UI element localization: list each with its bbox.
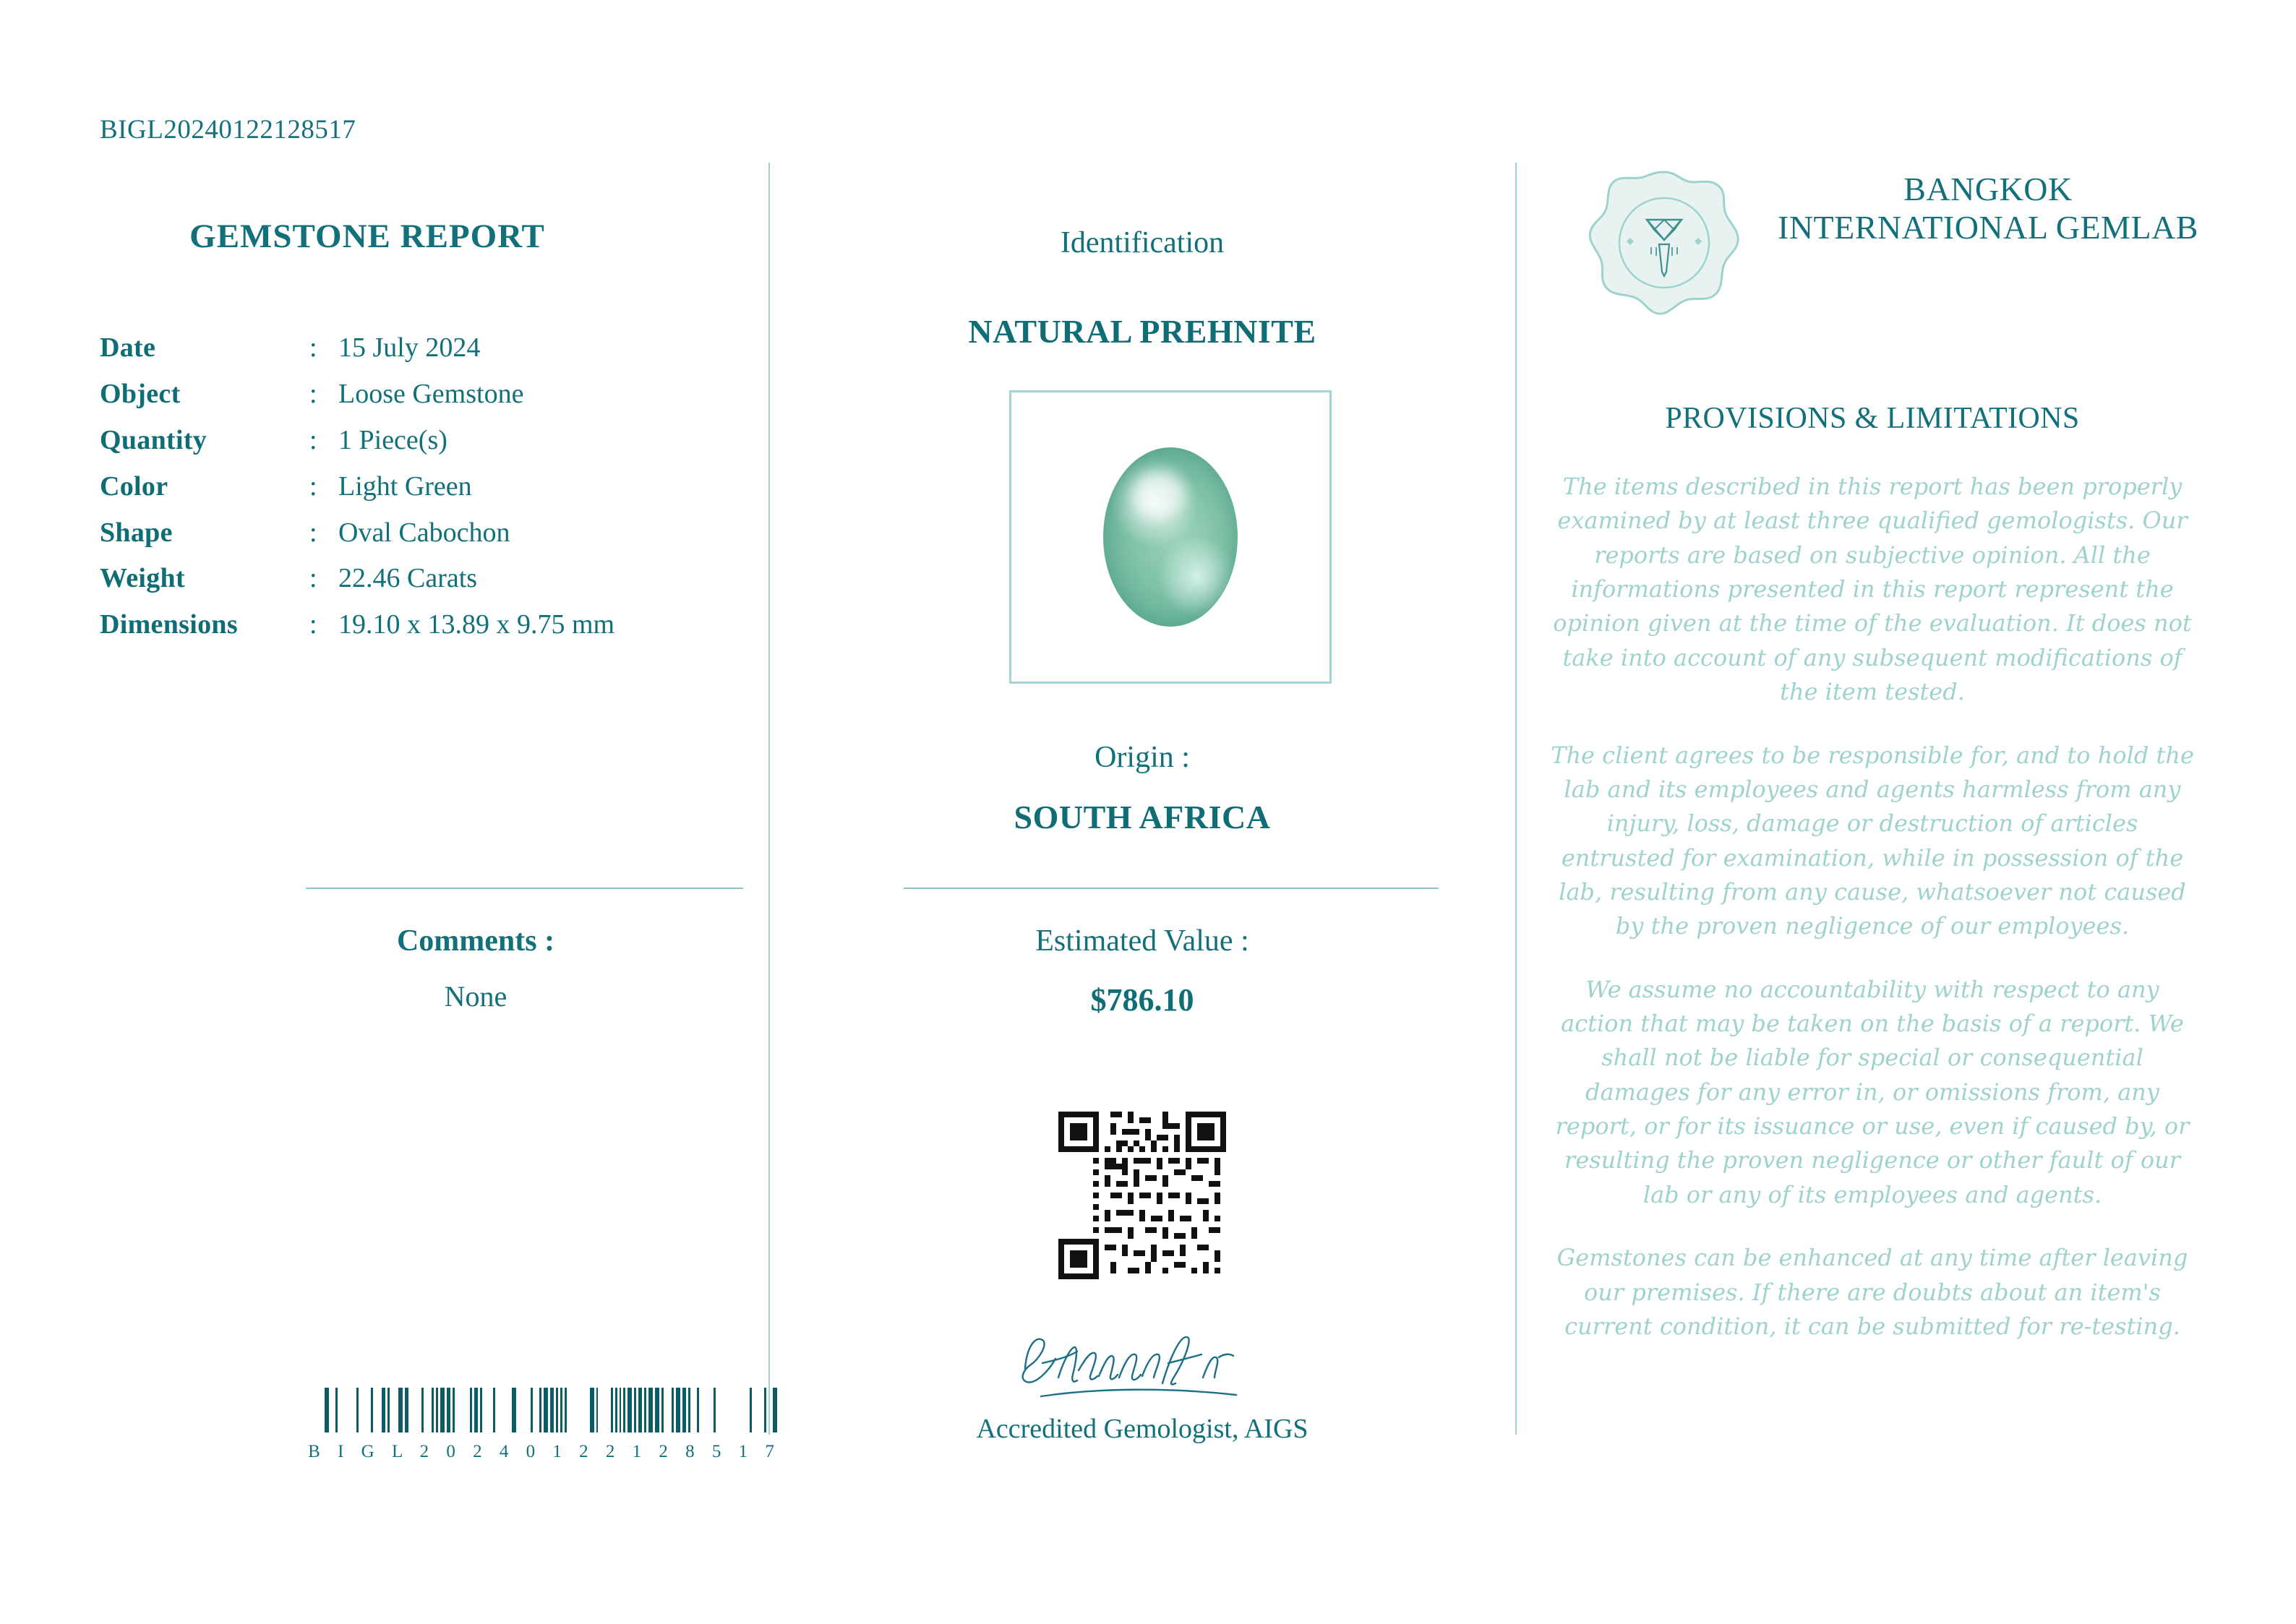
provisions-paragraph: The client agrees to be responsible for, and to hold the lab and its employees and agents harmless from any injury, loss, damage or destruction of articles entrusted for examination, while in possession of the lab, resulting from any cause, whatsoever not caused by the proven negligence of our employees. xyxy=(1551,741,2194,940)
spec-colon: : xyxy=(309,609,317,640)
column-divider-left xyxy=(768,163,770,1435)
spec-row xyxy=(100,334,678,380)
gemstone-image xyxy=(1103,447,1238,627)
page-title: GEMSTONE REPORT xyxy=(189,218,545,255)
spec-value: Light Green xyxy=(338,471,472,502)
report-id: BIGL20240122128517 xyxy=(100,115,356,145)
spec-row xyxy=(100,564,678,611)
provisions-paragraph: Gemstones can be enhanced at any time after leaving our premises. If there are doubts about an item's current condition, it can be submitted for re-testing. xyxy=(1556,1244,2188,1340)
spec-row xyxy=(100,380,678,426)
spec-row xyxy=(100,611,678,657)
comments-label: Comments : xyxy=(396,924,555,958)
spec-label: Shape xyxy=(100,517,173,548)
specifications-table xyxy=(100,334,678,657)
spec-colon: : xyxy=(309,378,317,409)
middle-divider xyxy=(904,888,1439,889)
spec-label: Weight xyxy=(100,563,185,594)
spec-colon: : xyxy=(309,332,317,363)
spec-value: 1 Piece(s) xyxy=(338,424,447,455)
spec-value: Oval Cabochon xyxy=(338,517,510,548)
spec-label: Quantity xyxy=(100,424,207,455)
spec-value: 19.10 x 13.89 x 9.75 mm xyxy=(338,609,615,640)
left-divider xyxy=(306,888,743,889)
spec-label: Dimensions xyxy=(100,609,238,640)
provisions-body xyxy=(1547,470,2198,1344)
spec-label: Date xyxy=(100,332,156,363)
origin-label: Origin : xyxy=(1095,741,1190,774)
provisions-paragraph: We assume no accountability with respect to any action that may be taken on the basis of a report. We shall not be liable for special or consequential damages for any error in, or omissions from, any report, or for its issuance or use, even if caused by, or resulting the proven negligence or other fault of our lab or any of its employees and agents. xyxy=(1555,975,2190,1208)
spec-label: Color xyxy=(100,471,168,502)
provisions-paragraph: The items described in this report has been properly examined by at least three qualified gemologists. Our reports are based on subjective opinion. All the informations presented in this report represent the opinion given at the time of the evaluation. It does not take into account of any subsequent modifications of the item tested. xyxy=(1553,473,2192,706)
spec-colon: : xyxy=(309,517,317,548)
estimated-value-label: Estimated Value : xyxy=(1035,924,1249,958)
origin-value: SOUTH AFRICA xyxy=(1014,799,1271,835)
column-divider-right xyxy=(1515,163,1517,1435)
identification-value: NATURAL PREHNITE xyxy=(968,313,1316,350)
signature-image xyxy=(998,1315,1287,1409)
gemlab-seal-logo-icon xyxy=(1585,166,1744,325)
lab-name: BANGKOK INTERNATIONAL GEMLAB xyxy=(1778,171,2198,246)
barcode-text: B I G L 2 0 2 4 0 1 2 2 1 2 8 5 1 7 xyxy=(308,1442,781,1461)
spec-value: 22.46 Carats xyxy=(338,563,478,594)
gem-image-frame xyxy=(1009,390,1332,684)
spec-colon: : xyxy=(309,424,317,455)
identification-label: Identification xyxy=(1060,226,1225,259)
barcode-bars xyxy=(306,1388,783,1432)
comments-value: None xyxy=(444,980,507,1013)
estimated-value-amount: $786.10 xyxy=(1090,982,1194,1018)
qr-code-icon[interactable] xyxy=(1058,1112,1226,1279)
spec-row xyxy=(100,519,678,565)
spec-label: Object xyxy=(100,378,181,409)
gemologist-caption: Accredited Gemologist, AIGS xyxy=(976,1414,1308,1444)
spec-value: Loose Gemstone xyxy=(338,378,524,409)
provisions-title: PROVISIONS & LIMITATIONS xyxy=(1665,402,2080,435)
spec-row xyxy=(100,426,678,473)
spec-colon: : xyxy=(309,563,317,594)
spec-value: 15 July 2024 xyxy=(338,332,481,363)
barcode xyxy=(306,1388,783,1462)
spec-row xyxy=(100,473,678,519)
spec-colon: : xyxy=(309,471,317,502)
